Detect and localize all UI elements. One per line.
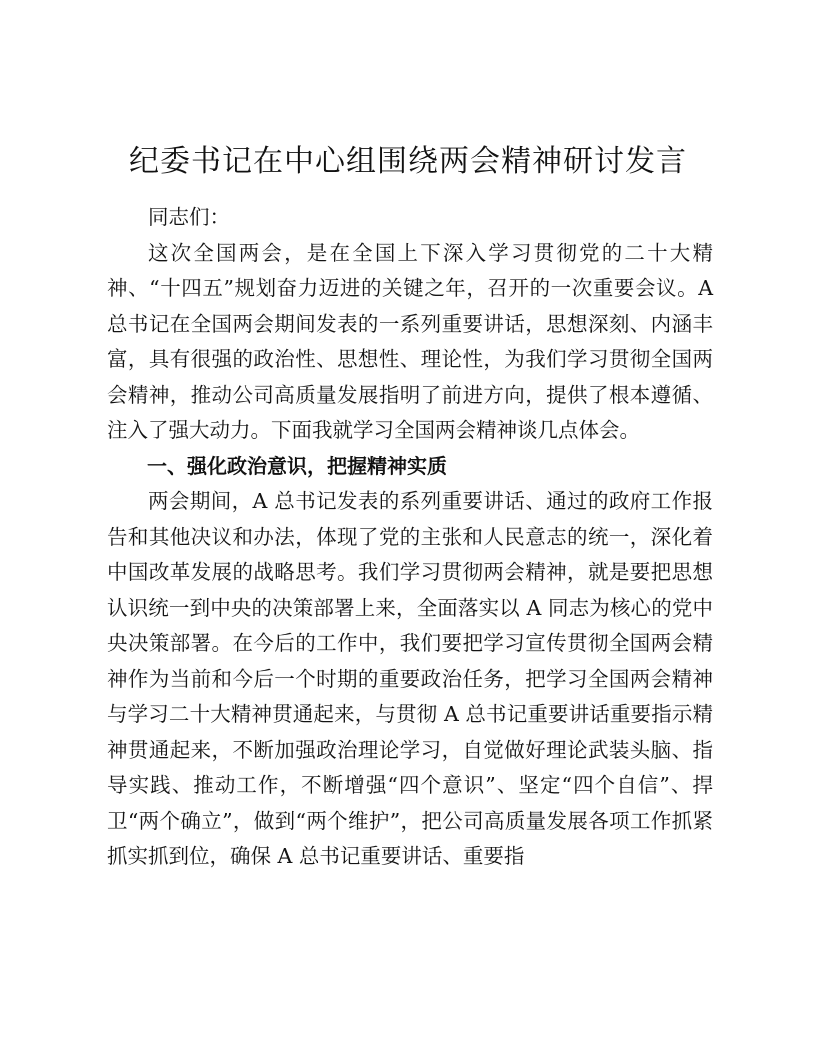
salutation: 同志们： (148, 205, 230, 229)
intro-paragraph: 这次全国两会，是在全国上下深入学习贯彻党的二十大精神、“十四五”规划奋力迈进的关键之年，召开的一次重要会议。A 总书记在全国两会期间发表的一系列重要讲话，思想深刻、内涵丰富，具有很强的政治性、思想性、理论性，为我们学习贯彻全国两会精神，推动公司高质量发展指明了前进方向，提供了根本遵循、注入了强大动力。下面我就学习全国两会精神谈几点体会。 (107, 240, 713, 442)
section-1-paragraph: 两会期间，A 总书记发表的系列重要讲话、通过的政府工作报告和其他决议和办法，体现了党的主张和人民意志的统一，深化着中国改革发展的战略思考。我们学习贯彻两会精神，就是要把思想认识统一到中央的决策部署上来，全面落实以 A 同志为核心的党中央决策部署。在今后的工作中，我们要把学习宣传贯彻全国两会精神作为当前和今后一个时期的重要政治任务，把学习全国两会精神与学习二十大精神贯通起来，与贯彻 A 总书记重要讲话重要指示精神贯通起来，不断加强政治理论学习，自觉做好理论武装头脑、指导实践、推动工作，不断增强“四个意识”、坚定“四个自信”、捍卫“两个确立”，做到“两个维护”，把公司高质量发展各项工作抓紧抓实抓到位，确保 A 总书记重要讲话、重要指 (107, 489, 713, 868)
document-title: 纪委书记在中心组围绕两会精神研讨发言 (129, 144, 687, 179)
document-body (107, 200, 713, 875)
section-heading-1: 一、强化政治意识，把握精神实质 (147, 453, 447, 478)
